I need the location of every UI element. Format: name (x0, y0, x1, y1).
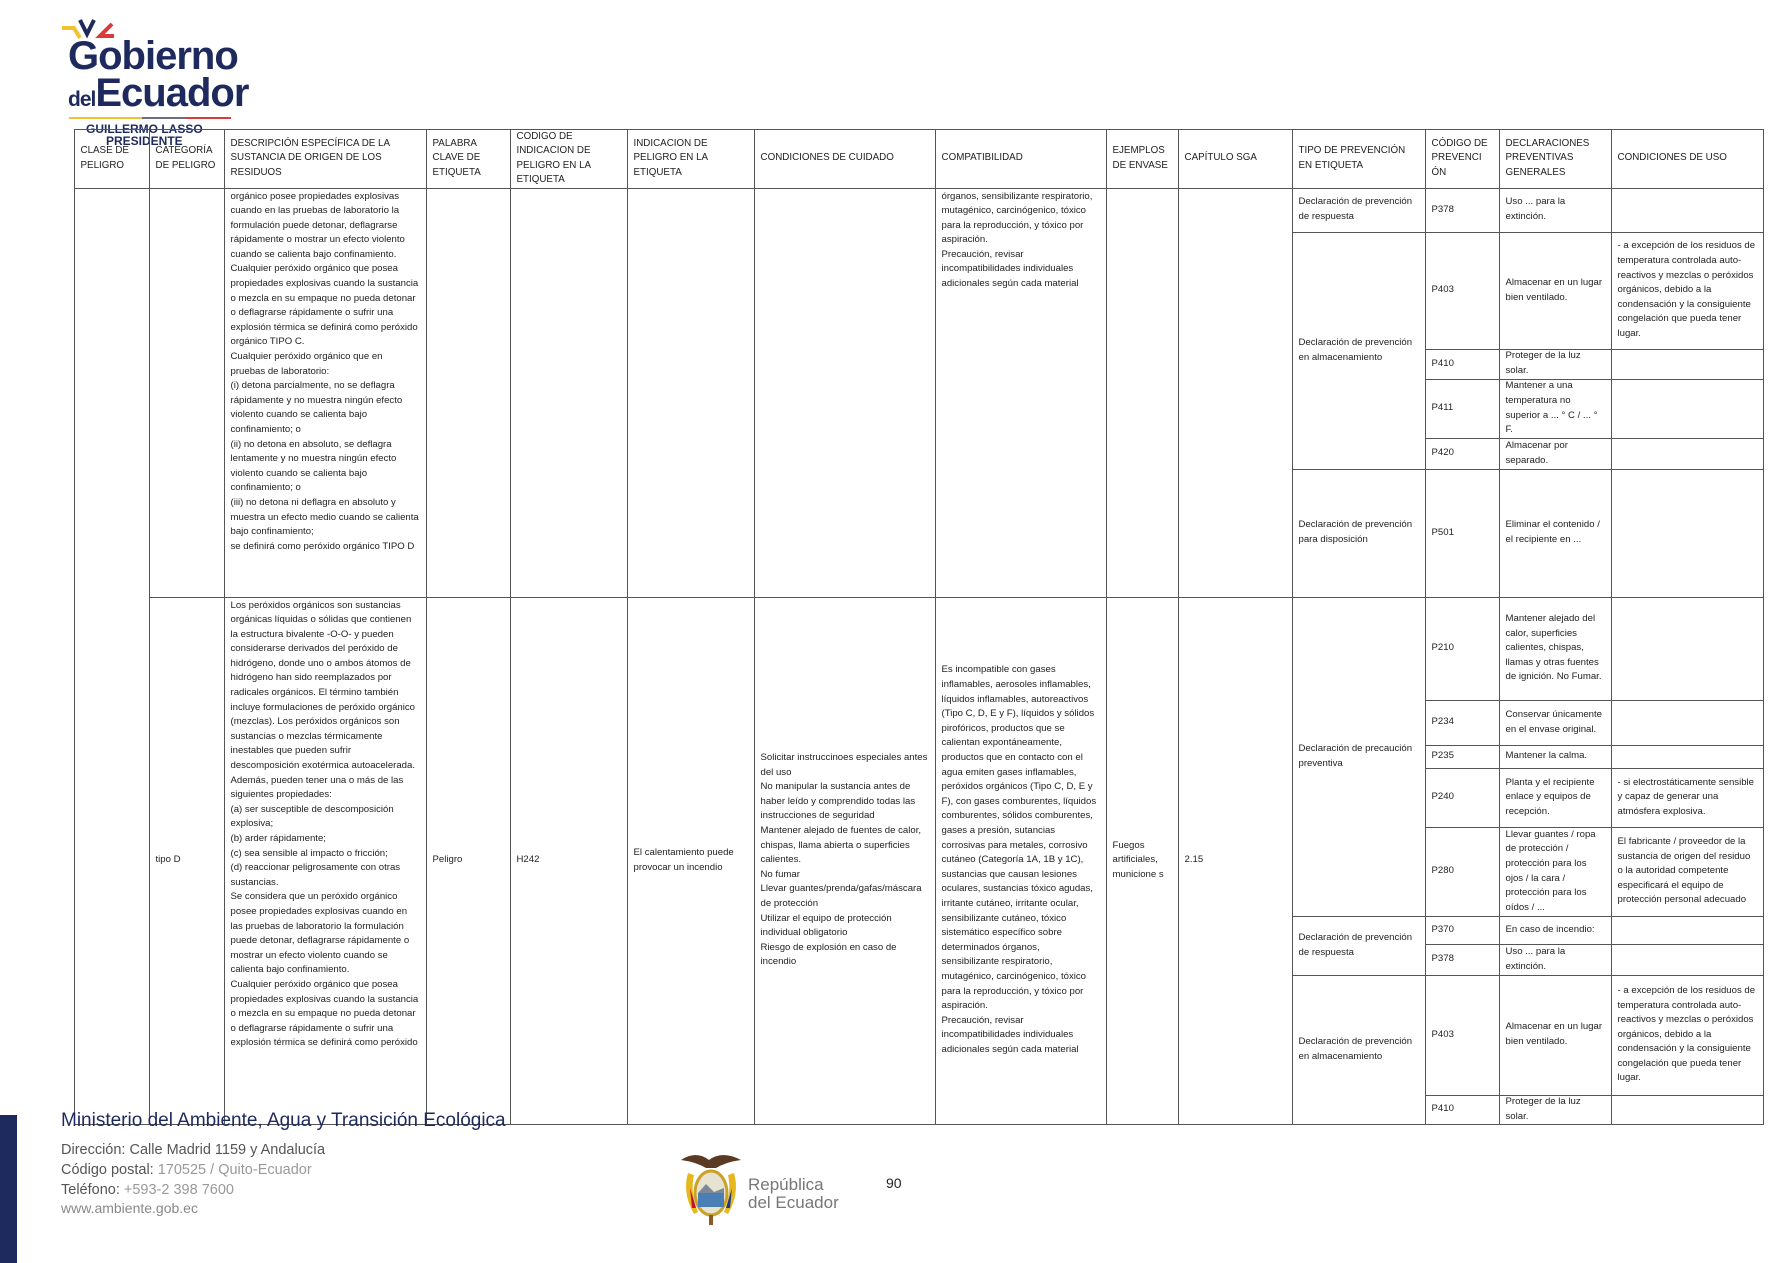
column-header (224, 129, 427, 189)
cell-condiciones-uso-text: - a excepción de los residuos de temperatura controlada auto-reactivos y mezclas o peróxidos orgánicos, debido a la condensación y la consiguiente congelación que pueda tener lugar. (1617, 984, 1756, 1084)
cell-codigo-prevencion-text: P403 (1431, 284, 1454, 296)
column-header-text: CODIGO DE INDICACION DE PELIGRO EN LA ETIQUETA (516, 131, 591, 185)
cell-declaracion-text: Uso ... para la extinción. (1505, 945, 1566, 972)
cell-codigo-prevencion (1425, 975, 1500, 1096)
column-header-text: DECLARACIONES PREVENTIVAS GENERALES (1505, 138, 1590, 178)
cell-tipo-prevencion (1292, 188, 1426, 233)
cell-envase (1106, 597, 1179, 1125)
cell-tipo-prevencion-text: Declaración de prevención en almacenamiento (1298, 1035, 1413, 1062)
cell-tipo-prevencion-text: Declaración de prevención en almacenamiento (1298, 336, 1413, 363)
cell-codigo-prevencion (1425, 944, 1500, 976)
footer-postal: Código postal: 170525 / Quito-Ecuador (61, 1162, 312, 1178)
cell-codigo-text: H242 (516, 854, 540, 866)
cell-capitulo-text: 2.15 (1184, 854, 1204, 866)
cell-declaracion-text: Mantener a una temperatura no superior a ... ° C / ... ° F. (1505, 380, 1598, 436)
cell-categoria (149, 597, 225, 1125)
cell-indicacion (627, 188, 755, 598)
cell-codigo-prevencion-text: P370 (1431, 923, 1454, 935)
cell-descripcion (224, 597, 427, 1125)
footer-website[interactable]: www.ambiente.gob.ec (61, 1200, 198, 1216)
column-header (1499, 129, 1612, 189)
cell-declaracion-text: En caso de incendio: (1505, 923, 1595, 935)
cell-declaracion (1499, 469, 1612, 598)
cell-condiciones-uso (1611, 700, 1764, 746)
cell-condiciones-uso-text: El fabricante / proveedor de la sustancia de origen del residuo o la autoridad competente especificará el equipo de protección personal adecuado (1617, 836, 1751, 906)
column-header-text: DESCRIPCIÓN ESPECÍFICA DE LA SUSTANCIA DE ORIGEN DE LOS RESIDUOS (230, 138, 390, 178)
logo-president-title: PRESIDENTE (106, 134, 183, 148)
cell-codigo-prevencion-text: P235 (1431, 750, 1454, 762)
cell-declaracion-text: Llevar guantes / ropa de protección / protección para los ojos / la cara / protección para los oídos / ... (1505, 828, 1596, 913)
cell-codigo-prevencion-text: P240 (1431, 791, 1454, 803)
cell-declaracion (1499, 975, 1612, 1096)
cell-declaracion (1499, 944, 1612, 976)
cell-condiciones-uso (1611, 916, 1764, 945)
cell-envase-text: Fuegos artificiales, municione s (1112, 839, 1164, 880)
column-header-text: EJEMPLOS DE ENVASE (1112, 145, 1168, 171)
column-header (149, 129, 225, 189)
cell-codigo-prevencion-text: P501 (1431, 526, 1454, 538)
cell-codigo-prevencion (1425, 349, 1500, 380)
cell-indicacion (627, 597, 755, 1125)
cell-capitulo (1178, 597, 1293, 1125)
cell-envase (1106, 188, 1179, 598)
column-header (1292, 129, 1426, 189)
cell-tipo-prevencion (1292, 916, 1426, 976)
cell-compatibilidad-text: Es incompatible con gases inflamables, aerosoles inflamables, líquidos inflamables, autoreactivos (Tipo C, D, E y F), líquidos y sólidos pirofóricos, productos que se calientan expontáneamente, productos que en contacto con el agua emiten gases inflamables, peróxidos orgánicos (Tipo C, D, E y F), con gases comburentes, líquidos comburentes, sólidos comburentes, gases a presión, sutancias corrosivas para metales, corrosivo cutáneo (Categoría 1A, 1B y 1C), sustancias que causan lesiones oculares, sustancias tóxico agudas, irritante cutáneo, irritante ocular, sensibilizante cutáneo, tóxico sistemático específico sobre determinados órganos, sensibilizante respiratorio, mutagénico, carcinógenico, tóxico para la reproducción, y tóxico por aspiración. Precaución, revisar incompatibilidades individuales adicionales según cada material (941, 664, 1097, 1055)
cell-tipo-prevencion (1292, 469, 1426, 598)
cell-declaracion-text: Proteger de la luz solar. (1505, 1095, 1581, 1122)
cell-declaracion (1499, 827, 1612, 917)
cell-condiciones (754, 188, 936, 598)
column-header (1611, 129, 1764, 189)
column-header (1425, 129, 1500, 189)
cell-declaracion-text: Almacenar en un lugar bien ventilado. (1505, 276, 1603, 303)
column-header (627, 129, 755, 189)
cell-declaracion (1499, 1095, 1612, 1125)
cell-declaracion (1499, 188, 1612, 233)
column-header (1106, 129, 1179, 189)
cell-condiciones (754, 597, 936, 1125)
cell-compatibilidad-text: órganos, sensibilizante respiratorio, mutagénico, carcinógenico, tóxico para la reproducción, y tóxico por aspiración. Precaución, revisar incompatibilidades individuales adicionales según cada material (941, 190, 1093, 290)
ministry-name: Ministerio del Ambiente, Agua y Transición Ecológica (61, 1110, 506, 1131)
cell-tipo-prevencion (1292, 975, 1426, 1125)
cell-condiciones-uso (1611, 827, 1764, 917)
cell-codigo-prevencion (1425, 827, 1500, 917)
logo-tricolor-bar (69, 117, 231, 119)
cell-condiciones-uso-text: - a excepción de los residuos de temperatura controlada auto-reactivos y mezclas o peróxidos orgánicos, debido a la condensación y la consiguiente congelación que pueda tener lugar. (1617, 240, 1756, 339)
cell-codigo-prevencion-text: P280 (1431, 865, 1454, 877)
cell-codigo-prevencion (1425, 379, 1500, 439)
cell-declaracion-text: Mantener la calma. (1505, 750, 1588, 762)
cell-condiciones-uso (1611, 745, 1764, 769)
cell-compatibilidad (935, 188, 1107, 598)
column-header-text: COMPATIBILIDAD (941, 152, 1023, 164)
cell-declaracion (1499, 700, 1612, 746)
cell-declaracion-text: Conservar únicamente en el envase original. (1505, 708, 1603, 735)
cell-clase (74, 188, 150, 1125)
cell-indicacion-text: El calentamiento puede provocar un incendio (633, 846, 734, 873)
logo-gobierno: Gobierno (68, 34, 238, 78)
column-header-text: CÓDIGO DE PREVENCI ÓN (1431, 138, 1488, 178)
cell-declaracion-text: Planta y el recipiente enlace y equipos de recepción. (1505, 776, 1595, 817)
cell-descripcion (224, 188, 427, 598)
cell-tipo-prevencion-text: Declaración de precaución preventiva (1298, 742, 1413, 769)
logo-del-ecuador: delEcuador (68, 71, 249, 115)
cell-declaracion (1499, 597, 1612, 701)
cell-tipo-prevencion-text: Declaración de prevención de respuesta (1298, 931, 1413, 958)
column-header-text: CATEGORÍA DE PELIGRO (155, 145, 216, 171)
cell-descripcion-text: Los peróxidos orgánicos son sustancias orgánicas líquidas o sólidas que contienen la estructura bivalente -O-O- y pueden considerarse derivados del peróxido de hidrógeno, donde uno o ambos átomos de hidrógeno han sido reemplazados por radicales orgánicos. El término también incluye formulaciones de peróxido orgánico (mezclas). Los peróxidos orgánicos son sustancias o mezclas térmicamente inestables que pueden sufrir descomposición exotérmica autoacelerada. Además, pueden tener una o más de las siguientes propiedades: (a) ser susceptible de descomposición explosiva; (b) arder rápidamente; (c) sea sensible al impacto o fricción; (d) reaccionar peligrosamente con otras sustancias. Se considera que un peróxido orgánico posee propiedades explosivas cuando en las pruebas de laboratorio la formulación puede detonar, deflagrarse rápidamente o mostrar un efecto violento cuando se calienta bajo confinamiento. Cualquier peróxido orgánico que posea propiedades explosivas cuando la sustancia o mezcla en su empaque no pueda detonar o deflagrarse rápidamente o sufrir una explosión térmica se definirá como peróxido (230, 599, 419, 1049)
gobierno-del-ecuador-logo (60, 18, 249, 148)
cell-declaracion (1499, 916, 1612, 945)
column-header (510, 129, 628, 189)
cell-condiciones-uso (1611, 232, 1764, 350)
cell-codigo-prevencion (1425, 745, 1500, 769)
cell-condiciones-uso (1611, 768, 1764, 828)
column-header (74, 129, 150, 189)
column-header-text: CLASE DE PELIGRO (80, 145, 129, 171)
cell-palabra (426, 597, 511, 1125)
cell-palabra (426, 188, 511, 598)
cell-codigo-prevencion-text: P234 (1431, 716, 1454, 728)
column-header (1178, 129, 1293, 189)
cell-codigo-prevencion (1425, 1095, 1500, 1125)
cell-codigo-prevencion (1425, 768, 1500, 828)
cell-codigo-prevencion (1425, 438, 1500, 470)
cell-codigo-prevencion (1425, 916, 1500, 945)
cell-condiciones-uso-text: - si electrostáticamente sensible y capaz de generar una atmósfera explosiva. (1617, 776, 1755, 817)
footer-phone: Teléfono: +593-2 398 7600 (61, 1182, 234, 1198)
column-header-text: TIPO DE PREVENCIÓN EN ETIQUETA (1298, 145, 1406, 171)
cell-declaracion (1499, 768, 1612, 828)
cell-declaracion-text: Proteger de la luz solar. (1505, 350, 1581, 376)
cell-codigo-prevencion-text: P420 (1431, 447, 1454, 459)
cell-palabra-text: Peligro (432, 854, 463, 866)
cell-descripcion-text: orgánico posee propiedades explosivas cuando en las pruebas de laboratorio la formulación puede detonar, deflagrarse rápidamente o mostrar un efecto violento cuando se calienta bajo confinamiento. Cualquier peróxido orgánico que posea propiedades explosivas cuando la sustancia o mezcla en su empaque no pueda detonar o deflagrarse rápidamente o sufrir una explosión térmica se definirá como peróxido orgánico TIPO C. Cualquier peróxido orgánico que en pruebas de laboratorio: (i) detona parcialmente, no se deflagra rápidamente y no muestra ningún efecto violento cuando se calienta bajo confinamiento; o (ii) no detona en absoluto, se deflagra lentamente y no muestra ningún efecto violento cuando se calienta bajo confinamiento; o (iii) no detona ni deflagra en absoluto y muestra un efecto medio cuando se calienta bajo confinamiento; se definirá como peróxido orgánico TIPO D (230, 190, 419, 552)
cell-condiciones-uso (1611, 944, 1764, 976)
cell-tipo-prevencion-text: Declaración de prevención para disposición (1298, 519, 1413, 545)
cell-codigo-prevencion-text: P378 (1431, 953, 1454, 965)
cell-condiciones-uso (1611, 438, 1764, 470)
page-number: 90 (886, 1175, 902, 1191)
cell-categoria (149, 188, 225, 598)
cell-declaracion-text: Eliminar el contenido / el recipiente en ... (1505, 519, 1600, 545)
cell-codigo-prevencion (1425, 700, 1500, 746)
cell-codigo-prevencion (1425, 597, 1500, 701)
cell-codigo-prevencion (1425, 188, 1500, 233)
republica-del-ecuador-label: República del Ecuador (748, 1175, 839, 1212)
logo-president-name: GUILLERMO LASSO (86, 122, 203, 136)
cell-tipo-prevencion (1292, 232, 1426, 470)
cell-compatibilidad (935, 597, 1107, 1125)
cell-tipo-prevencion (1292, 597, 1426, 917)
column-header-text: CAPÍTULO SGA (1184, 152, 1257, 164)
cell-codigo-prevencion-text: P410 (1431, 1103, 1454, 1115)
cell-declaracion-text: Almacenar en un lugar bien ventilado. (1505, 1021, 1603, 1047)
cell-condiciones-uso (1611, 1095, 1764, 1125)
cell-codigo-prevencion-text: P411 (1431, 402, 1454, 414)
cell-tipo-prevencion-text: Declaración de prevención de respuesta (1298, 196, 1413, 222)
cell-categoria-text: tipo D (155, 854, 181, 866)
cell-codigo (510, 188, 628, 598)
column-header-text: CONDICIONES DE CUIDADO (760, 152, 894, 164)
cell-declaracion (1499, 438, 1612, 470)
footer-accent-bar (0, 1115, 17, 1263)
coat-of-arms-icon (676, 1148, 746, 1228)
column-header-text: PALABRA CLAVE DE ETIQUETA (432, 138, 481, 178)
cell-declaracion-text: Almacenar por separado. (1505, 439, 1568, 466)
cell-declaracion-text: Uso ... para la extinción. (1505, 196, 1566, 222)
column-header (935, 129, 1107, 189)
footer-address: Dirección: Calle Madrid 1159 y Andalucía (61, 1142, 326, 1158)
cell-declaracion-text: Mantener alejado del calor, superficies calientes, chispas, llamas y otras fuentes de ignición. No Fumar. (1505, 613, 1602, 683)
cell-codigo-prevencion-text: P210 (1431, 642, 1454, 654)
cell-condiciones-uso (1611, 379, 1764, 439)
column-header (426, 129, 511, 189)
cell-condiciones-uso (1611, 188, 1764, 233)
cell-codigo-prevencion-text: P410 (1431, 357, 1454, 369)
cell-condiciones-uso (1611, 349, 1764, 380)
cell-condiciones-uso (1611, 975, 1764, 1096)
cell-codigo-prevencion (1425, 232, 1500, 350)
cell-condiciones-uso (1611, 597, 1764, 701)
cell-declaracion (1499, 379, 1612, 439)
column-header-text: CONDICIONES DE USO (1617, 152, 1727, 164)
cell-codigo-prevencion (1425, 469, 1500, 598)
column-header (754, 129, 936, 189)
cell-declaracion (1499, 232, 1612, 350)
cell-condiciones-uso (1611, 469, 1764, 598)
cell-declaracion (1499, 349, 1612, 380)
cell-codigo-prevencion-text: P403 (1431, 1028, 1454, 1040)
cell-condiciones-text: Solicitar instruccinoes especiales antes del uso No manipular la sustancia antes de haber leído y comprendido todas las instrucciones de seguridad Mantener alejado de fuentes de calor, chispas, llama abierta o superficies calientes. No fumar Llevar guantes/prenda/gafas/máscara de protección Utilizar el equipo de protección individual obligatorio Riesgo de explosión en caso de incendio (760, 752, 928, 968)
column-header-text: INDICACION DE PELIGRO EN LA ETIQUETA (633, 138, 708, 178)
cell-capitulo (1178, 188, 1293, 598)
cell-declaracion (1499, 745, 1612, 769)
cell-codigo (510, 597, 628, 1125)
cell-codigo-prevencion-text: P378 (1431, 203, 1454, 215)
